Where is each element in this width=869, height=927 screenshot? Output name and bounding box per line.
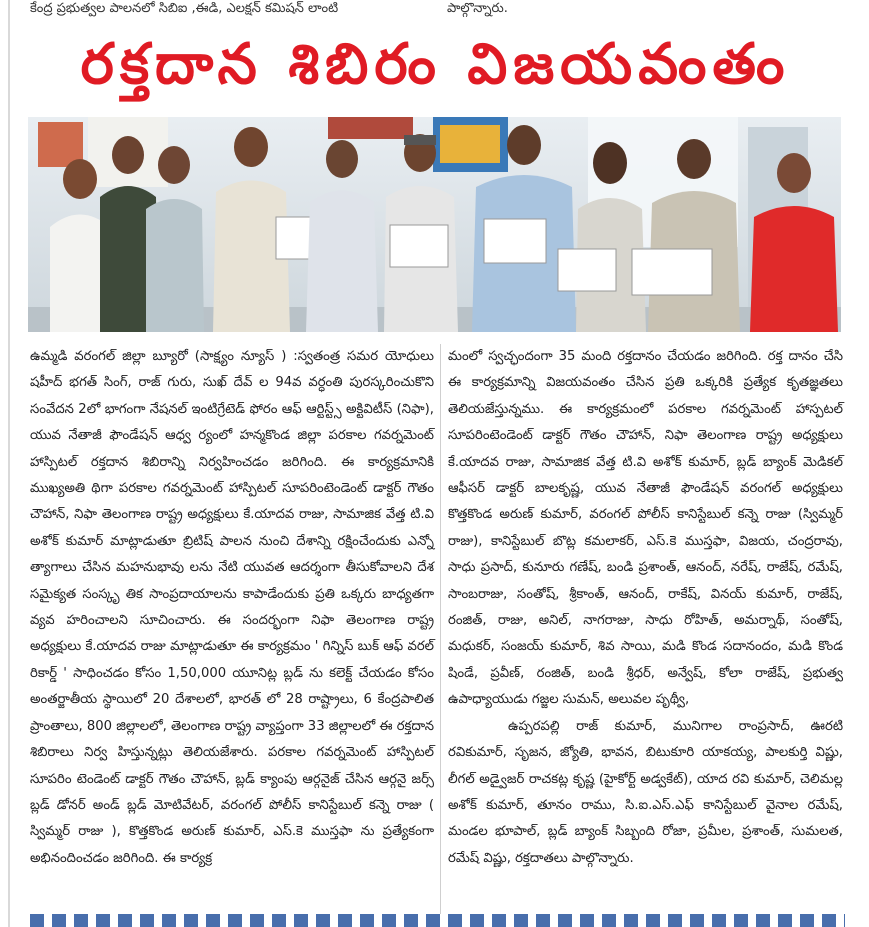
article-column-left [30, 344, 434, 872]
column-divider [440, 344, 441, 914]
next-article-cropped-heading [30, 914, 845, 927]
article-paragraph: ఉప్పరపల్లి రాజ్ కుమార్, మునిగాల రాంప్రసాద్, ఊరటి రవికుమార్, సృజన, జ్యోతి, భావన, బిటుకూరి యాకయ్య, పాలకుర్తి విష్ణు, లీగల్ అడ్వైజర్ రాచకట్ల కృష్ణ (హైకోర్ట్ అడ్వకేట్), యాద రవి కుమార్, చెలిమల్ల అశోక్ కుమార్, తూనం రాము, సి.ఐ.ఎస్.ఎఫ్ కానిస్టేబుల్ వైనాల రమేష్, మండల భూపాల్, బ్లడ్ బ్యాంక్ సిబ్బంది రోజా, ప్రమీల, ప్రశాంత్, సుమలత, రమేష్ విష్ణు, రక్తదాతలు పాల్గొన్నారు. [448, 718, 843, 866]
previous-article-line: కేంద్ర ప్రభుత్వల పాలనలో సిబిఐ ,ఈడి, ఎలక్షన్ కమిషన్ లాంటి [30, 1, 339, 16]
news-photo [28, 117, 841, 332]
headline: రక్తదాన శిబిరం విజయవంతం [80, 32, 791, 97]
page-edge-rule [8, 0, 10, 927]
article-paragraph: మంలో స్వచ్ఛందంగా 35 మంది రక్తదానం చేయడం జరిగింది. రక్త దానం చేసి ఈ కార్యక్రమాన్ని విజయవంతం చేసిన ప్రతి ఒక్కరికి ప్రత్యేక కృతజ్ఞతలు తెలియజేస్తున్నము. ఈ కార్యక్రమంలో పరకాల గవర్నమెంట్ హాస్పటల్ సూపరింటెండెంట్ డాక్టర్ గౌతం చౌహాన్, నిఫా తెలంగాణ రాష్ట్ర అధ్యక్షులు కే.యాదవ రాజు, సామాజిక వేత్త టి.వి అశోక్ కుమార్, బ్లడ్ బ్యాంక్ మెడికల్ ఆఫీసర్ డాక్టర్ బాలకృష్ణ, యువ నేతాజీ ఫౌండేషన్ వరంగల్ అధ్యక్షులు కొత్తకొండ అరుణ్ కుమార్, వరంగల్ పోలీస్ కానిస్టేబుల్ కన్నె రాజు (స్విమ్మర్ రాజు), కానిస్టేబుల్ బొట్ల కమలాకర్, ఎస్.కె ముస్తఫా, విజయ, చంద్రరావు, సాధు ప్రసాద్, కునూరు గణేష్, బండి ప్రశాంత్, ఆనంద్, నరేష్, రాజేష్, రమేష్, సాంబరాజు, సంతోష్, శ్రీకాంత్, ఆనంద్, రాకేష్, వినయ్ కుమార్, రాజేష్, రంజిత్, రాజు, అనిల్, నాగరాజు, సాధు రోహిత్, అమర్నాథ్, సంతోష్, మధుకర్, సంజయ్ కుమార్, శివ సాయి, మడి కొండ సదానందం, మడి కొండ షిండే, ప్రవీణ్, రంజిత్, బండి శ్రీధర్, అన్వేష్, కోలా రాజేష్, ప్రభుత్వ ఉపాధ్యాయుడు గజ్జల సుమన్, అలువల పృథ్వీ, [448, 349, 843, 708]
article-column-right [448, 344, 843, 872]
article-paragraph: ఉమ్మడి వరంగల్ జిల్లా బ్యూరో (సాక్ష్యం న్యూస్ ) :స్వతంత్ర సమర యోధులు షహీద్ భగత్ సింగ్, రాజ్ గురు, సుఖ్ దేవ్ ల 94వ వర్ధంతి పురస్కరించుకొని సంవేదన 2లో భాగంగా నేషనల్ ఇంటిగ్రేటెడ్ ఫోరం ఆఫ్ ఆర్టిస్ట్స్ అక్టివిటీస్ (నిఫా), యువ నేతాజీ ఫౌండేషన్ ఆధ్వ ర్యంలో హన్మకొండ జిల్లా పరకాల గవర్నమెంట్ హాస్పిటల్ రక్తదాన శిబిరాన్ని నిర్వహించడం జరిగింది. ఈ కార్యక్రమానికి ముఖ్యఅతి థిగా పరకాల గవర్నమెంట్ హాస్పిటల్ సూపరింటెండెంట్ డాక్టర్ గౌతం చౌహాన్, నిఫా తెలంగాణ రాష్ట్ర అధ్యక్షులు కే.యాదవ రాజు, సామాజిక వేత్త టి.వి అశోక్ కుమార్ మాట్లాడుతూ బ్రిటిష్ పాలన నుంచి దేశాన్ని రక్షించేందుకు ఎన్నో త్యాగాలు చేసిన మహనుభావు లను నేటి యువత ఆదర్శంగా తీసుకోవాలని దేశ సమైక్యత సంస్కృ తిక సాంప్రదాయాలను కాపాడేందుకు ప్రతి ఒక్కరు బాధ్యతగా వ్యవ హరించాలని సూచించారు. ఈ సందర్భంగా నిఫా తెలంగాణ రాష్ట్ర అధ్యక్షులు కే.యాదవ రాజు మాట్లాడుతూ ఈ కార్యక్రమం ' గిన్నిస్ బుక్ ఆఫ్ వరల్ రికార్డ్ ' సాధించడం కోసం 1,50,000 యూనిట్ల బ్లడ్ ను కలెక్ట్ చేయడం కోసం అంతర్జాతీయ స్థాయిలో 20 దేశాలలో, భారత్ లో 28 రాష్ట్రాలు, 6 కేంద్రపాలిత ప్రాంతాలు, 800 జిల్లాలలో, తెలంగాణ రాష్ట్ర వ్యాప్తంగా 33 జిల్లాలలో ఈ రక్తదాన శిబిరాలు నిర్వ హిస్తున్నట్లు తెలియజేశారు. పరకాల గవర్నమెంట్ హాస్పిటల్ సూపరిం టెండెంట్ డాక్టర్ గౌతం చౌహాన్, బ్లడ్ క్యాంపు ఆర్గనైజ్ చేసిన ఆర్గనై జర్స్ బ్లడ్ డోనర్ అండ్ బ్లడ్ మోటివేటర్, వరంగల్ పోలీస్ కానిస్టేబుల్ కన్నె రాజు ( స్విమ్మర్ రాజు ), కొత్తకొండ అరుణ్ కుమార్, ఎస్.కె ముస్తఫా ను ప్రత్యేకంగా అభినందించడం జరిగింది. ఈ కార్యక్ర [30, 349, 434, 866]
group-photo-illustration [28, 117, 841, 332]
previous-article-line-end: పాల్గొన్నారు. [447, 1, 508, 16]
